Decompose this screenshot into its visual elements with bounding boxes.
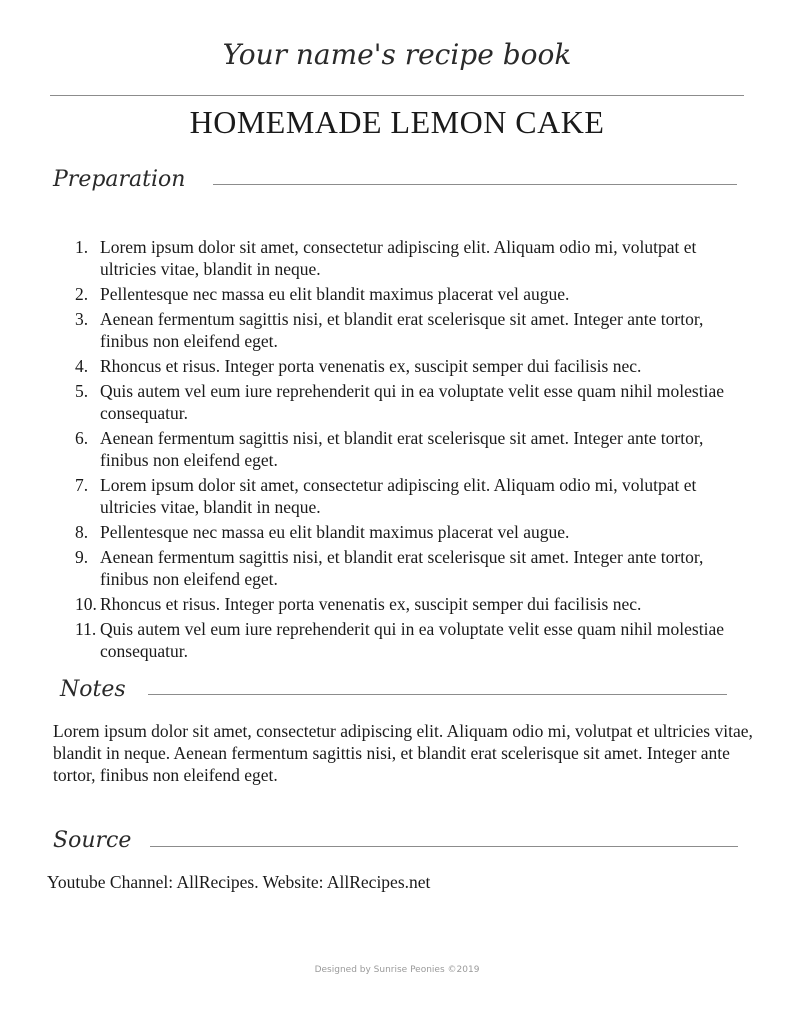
- step-item: [75, 308, 725, 352]
- step-item: [75, 618, 725, 662]
- step-text: Lorem ipsum dolor sit amet, consectetur adipiscing elit. Aliquam odio mi, volutpat et ultricies vitae, blandit in neque.: [100, 237, 697, 279]
- step-text: Pellentesque nec massa eu elit blandit maximus placerat vel augue.: [100, 284, 570, 304]
- preparation-steps: [75, 236, 725, 665]
- step-item: [75, 593, 725, 615]
- source-heading: Source: [53, 828, 132, 853]
- step-number: 9.: [75, 547, 89, 567]
- step-number: 7.: [75, 475, 89, 495]
- preparation-divider: [213, 184, 737, 185]
- step-item: [75, 474, 725, 518]
- step-item: [75, 521, 725, 543]
- step-item: [75, 355, 725, 377]
- preparation-heading: Preparation: [53, 167, 186, 192]
- step-number: 8.: [75, 522, 89, 542]
- step-text: Aenean fermentum sagittis nisi, et blandit erat scelerisque sit amet. Integer ante tortor, finibus non eleifend eget.: [100, 428, 704, 470]
- step-number: 1.: [75, 237, 89, 257]
- notes-text: Lorem ipsum dolor sit amet, consectetur adipiscing elit. Aliquam odio mi, volutpat et ultricies vitae, blandit in neque. Aenean fermentum sagittis nisi, et blandit erat scelerisque sit amet. Integer ante tortor, finibus non eleifend eget.: [53, 721, 753, 785]
- footer-credit: Designed by Sunrise Peonies ©2019: [314, 965, 480, 975]
- step-number: 4.: [75, 356, 89, 376]
- step-text: Rhoncus et risus. Integer porta venenatis ex, suscipit semper dui facilisis nec.: [100, 356, 642, 376]
- step-item: [75, 236, 725, 280]
- step-text: Quis autem vel eum iure reprehenderit qui in ea voluptate velit esse quam nihil molestiae consequatur.: [100, 619, 724, 661]
- step-text: Pellentesque nec massa eu elit blandit maximus placerat vel augue.: [100, 522, 570, 542]
- step-number: 2.: [75, 284, 89, 304]
- step-number: 5.: [75, 381, 89, 401]
- step-item: [75, 546, 725, 590]
- step-item: [75, 380, 725, 424]
- recipe-title: HOMEMADE LEMON CAKE: [189, 104, 605, 140]
- step-text: Rhoncus et risus. Integer porta venenatis ex, suscipit semper dui facilisis nec.: [100, 594, 642, 614]
- notes-divider: [148, 694, 727, 695]
- step-text: Lorem ipsum dolor sit amet, consectetur adipiscing elit. Aliquam odio mi, volutpat et ultricies vitae, blandit in neque.: [100, 475, 697, 517]
- step-number: 10.: [75, 594, 97, 614]
- step-number: 11.: [75, 619, 97, 639]
- source-text: Youtube Channel: AllRecipes. Website: AllRecipes.net: [47, 872, 431, 892]
- step-number: 3.: [75, 309, 89, 329]
- step-text: Aenean fermentum sagittis nisi, et blandit erat scelerisque sit amet. Integer ante tortor, finibus non eleifend eget.: [100, 547, 704, 589]
- step-item: [75, 427, 725, 471]
- header-divider: [50, 95, 744, 96]
- step-number: 6.: [75, 428, 89, 448]
- step-text: Quis autem vel eum iure reprehenderit qui in ea voluptate velit esse quam nihil molestiae consequatur.: [100, 381, 724, 423]
- step-item: [75, 283, 725, 305]
- notes-heading: Notes: [60, 677, 126, 702]
- step-text: Aenean fermentum sagittis nisi, et blandit erat scelerisque sit amet. Integer ante tortor, finibus non eleifend eget.: [100, 309, 704, 351]
- source-divider: [150, 846, 738, 847]
- book-title: Your name's recipe book: [222, 38, 572, 71]
